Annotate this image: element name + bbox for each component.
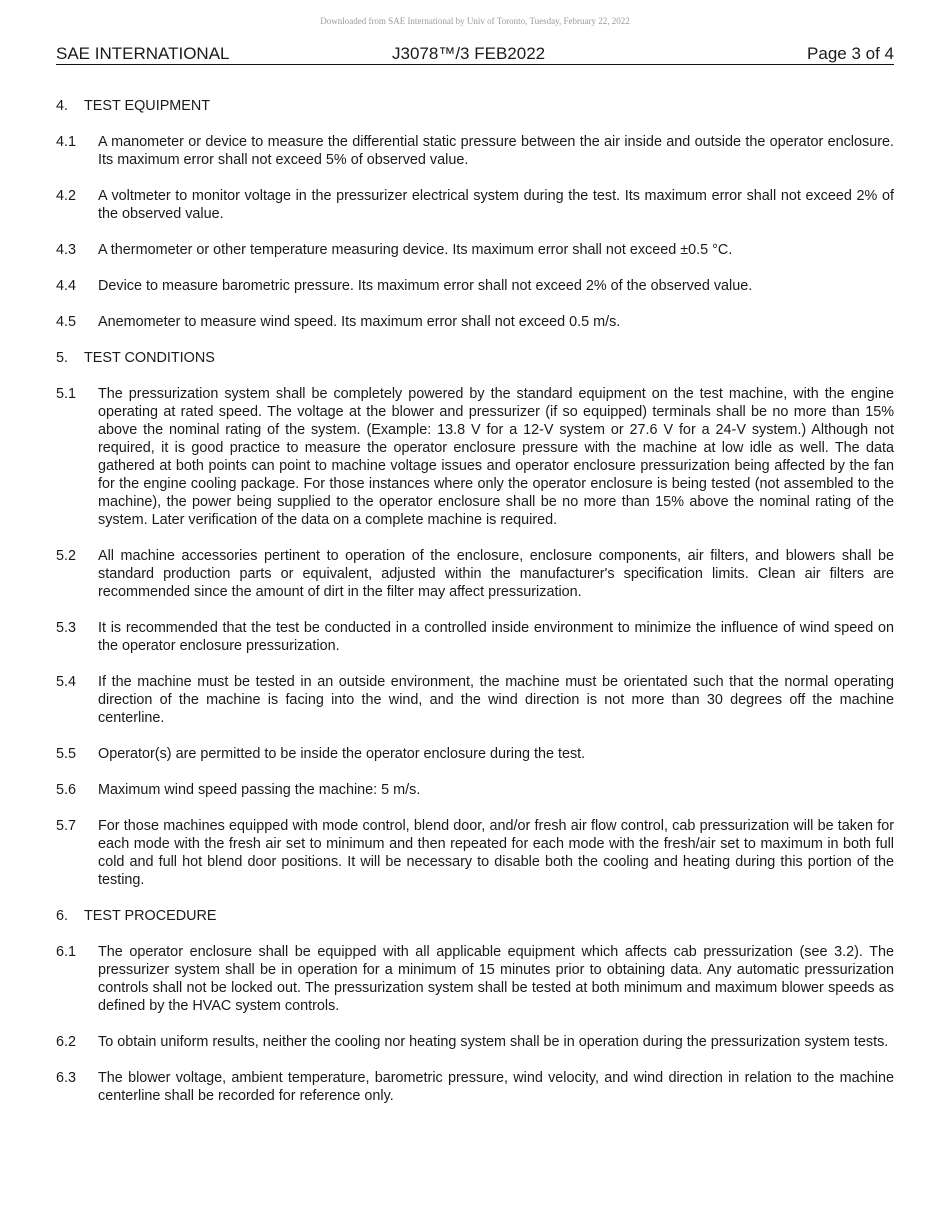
clause-number: 5.1: [56, 386, 77, 402]
clause-text: Operator(s) are permitted to be inside the operator enclosure during the test.: [98, 746, 586, 762]
clause-number: 4.4: [56, 278, 77, 294]
clause-number: 4.1: [56, 134, 77, 150]
clause-text: A manometer or device to measure the differential static pressure between the air inside and outside the operator enclosure. Its maximum error shall not exceed 5% of observed value.: [98, 134, 894, 168]
section-heading: [56, 907, 894, 925]
clause-number: 4.2: [56, 188, 77, 204]
clause-text: Device to measure barometric pressure. Its maximum error shall not exceed 2% of the observed value.: [98, 278, 753, 294]
section-title: TEST CONDITIONS: [84, 350, 215, 366]
clause-number: 5.6: [56, 782, 77, 798]
clause-number: 4.3: [56, 242, 77, 258]
clause-text: A thermometer or other temperature measuring device. Its maximum error shall not exceed ±0.5 °C.: [98, 242, 733, 258]
clause: [56, 817, 894, 889]
clause-number: 6.2: [56, 1034, 77, 1050]
clause-text: Anemometer to measure wind speed. Its maximum error shall not exceed 0.5 m/s.: [98, 314, 621, 330]
clause-text: Maximum wind speed passing the machine: 5 m/s.: [98, 782, 421, 798]
clause-text: A voltmeter to monitor voltage in the pressurizer electrical system during the test. Its maximum error shall not exceed 2% of the observed value.: [98, 188, 894, 222]
clause: [56, 133, 894, 169]
download-watermark: Downloaded from SAE International by Univ of Toronto, Tuesday, February 22, 2022: [320, 16, 630, 26]
clause-number: 5.3: [56, 620, 77, 636]
clause-number: 5.4: [56, 674, 77, 690]
clause: [56, 745, 894, 763]
clause-text: To obtain uniform results, neither the cooling nor heating system shall be in operation during the pressurization system tests.: [98, 1034, 889, 1050]
clause-number: 6.1: [56, 944, 77, 960]
clause: [56, 385, 894, 529]
clause: [56, 1069, 894, 1105]
clause-text: If the machine must be tested in an outside environment, the machine must be orientated such that the normal operating direction of the machine is facing into the wind, and the wind direction is not more than 30 degrees off the machine centerline.: [98, 674, 894, 726]
clause: [56, 277, 894, 295]
section-number: 6.: [56, 908, 69, 924]
clause-number: 5.2: [56, 548, 77, 564]
section-heading: [56, 97, 894, 115]
clause-text: The blower voltage, ambient temperature, barometric pressure, wind velocity, and wind direction in relation to the machine centerline shall be recorded for reference only.: [98, 1070, 894, 1104]
section-heading: [56, 349, 894, 367]
clause: [56, 781, 894, 799]
clause-text: It is recommended that the test be conducted in a controlled inside environment to minimize the influence of wind speed on the operator enclosure pressurization.: [98, 620, 894, 654]
section-number: 4.: [56, 98, 69, 114]
clause-number: 5.5: [56, 746, 77, 762]
clause: [56, 943, 894, 1015]
clause: [56, 313, 894, 331]
clause: [56, 1033, 894, 1051]
clause: [56, 547, 894, 601]
header-org: SAE INTERNATIONAL: [56, 44, 230, 63]
section-number: 5.: [56, 350, 69, 366]
header-page-number: Page 3 of 4: [807, 44, 894, 63]
clause: [56, 673, 894, 727]
document-body: [56, 97, 894, 1123]
clause-number: 4.5: [56, 314, 77, 330]
clause-text: For those machines equipped with mode control, blend door, and/or fresh air flow control, cab pressurization will be taken for each mode with the fresh air set to minimum and then repeated for each mode with the fresh/air set to maximum in both full cold and full hot blend door positions. It will be necessary to disable both the cooling and heating during this portion of the testing.: [98, 818, 894, 888]
header-doc-id: J3078™/3 FEB2022: [392, 44, 546, 63]
section-title: TEST PROCEDURE: [84, 908, 217, 924]
clause-text: The operator enclosure shall be equipped with all applicable equipment which affects cab pressurization (see 3.2). The pressurizer system shall be in operation for a minimum of 15 minutes prior to obtaining data. Any automatic pressurization controls shall not be locked out. The pressurization system shall be tested at both minimum and maximum blower speeds as defined by the HVAC system controls.: [98, 944, 894, 1014]
clause-text: The pressurization system shall be completely powered by the standard equipment on the test machine, with the engine operating at rated speed. The voltage at the blower and pressurizer (if so equipped) terminals shall be no more than 15% above the nominal rating of the system. (Example: 13.8 V for a 12-V system or 27.6 V for a 24-V system.) Although not required, it is good practice to measure the operator enclosure pressure with the machine at low idle as well. The data gathered at both points can point to machine voltage issues and operator enclosure pressurization being affected by the fan for the engine cooling package. For those instances where only the operator enclosure is being tested (not assembled to the machine), the power being supplied to the operator enclosure shall be no more than 15% above the nominal rating of the system. Later verification of the data on a complete machine is required.: [98, 386, 894, 528]
clause: [56, 187, 894, 223]
page-header: [56, 44, 894, 65]
clause-number: 5.7: [56, 818, 77, 834]
clause: [56, 619, 894, 655]
clause: [56, 241, 894, 259]
section-title: TEST EQUIPMENT: [84, 98, 211, 114]
clause-text: All machine accessories pertinent to operation of the enclosure, enclosure components, air filters, and blowers shall be standard production parts or equivalent, adjusted within the manufacturer's specification limits. Clean air filters are recommended since the amount of dirt in the filter may affect pressurization.: [98, 548, 894, 600]
clause-number: 6.3: [56, 1070, 77, 1086]
